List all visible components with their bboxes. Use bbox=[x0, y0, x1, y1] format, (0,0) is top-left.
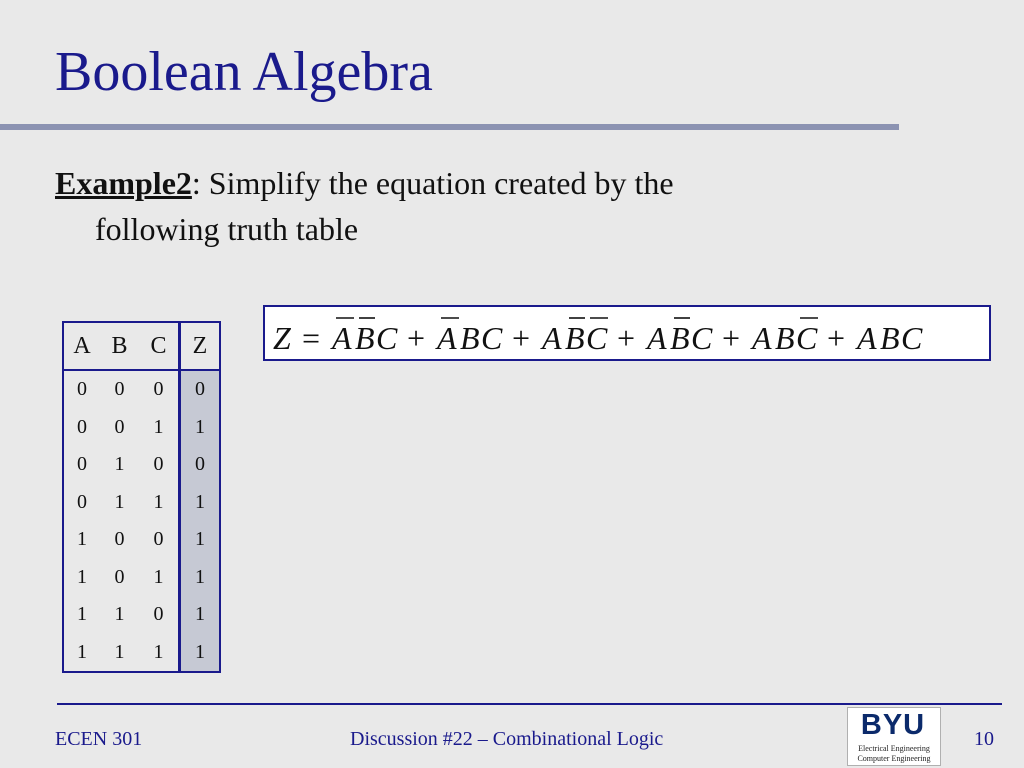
table-cell: 1 bbox=[114, 640, 125, 663]
table-row bbox=[63, 446, 220, 484]
table-cell: 1 bbox=[114, 490, 125, 513]
variable-b: B bbox=[880, 320, 900, 356]
plus-sign: + bbox=[512, 320, 531, 356]
table-cell: 0 bbox=[114, 565, 125, 588]
truth-table-header-row bbox=[63, 322, 220, 370]
title-divider bbox=[0, 124, 899, 130]
variable-b: B bbox=[775, 320, 795, 356]
boolean-equation bbox=[265, 307, 989, 359]
table-cell: 1 bbox=[77, 528, 87, 551]
table-cell: 1 bbox=[153, 640, 164, 663]
variable-c: C bbox=[586, 320, 608, 356]
table-cell-output: 0 bbox=[180, 446, 221, 484]
byu-logo bbox=[847, 707, 941, 766]
column-header-z: Z bbox=[180, 322, 221, 370]
example-text bbox=[55, 160, 875, 252]
table-cell: 1 bbox=[77, 603, 87, 626]
table-cell: 0 bbox=[153, 528, 164, 551]
table-row bbox=[63, 521, 220, 559]
footer-divider bbox=[57, 703, 1002, 705]
variable-b: B bbox=[460, 320, 480, 356]
table-cell: 0 bbox=[77, 378, 87, 401]
variable-a: A bbox=[647, 320, 667, 356]
table-cell: 0 bbox=[77, 490, 87, 513]
table-cell-output: 1 bbox=[180, 521, 221, 559]
plus-sign: + bbox=[722, 320, 741, 356]
table-cell: 1 bbox=[153, 415, 164, 438]
table-row bbox=[63, 409, 220, 447]
table-cell-output: 1 bbox=[180, 559, 221, 597]
table-row bbox=[63, 559, 220, 597]
variable-a: A bbox=[857, 320, 877, 356]
equation-box bbox=[263, 305, 991, 361]
column-header-b: B bbox=[100, 322, 139, 370]
example-text-line2: following truth table bbox=[95, 211, 359, 247]
table-row bbox=[63, 634, 220, 673]
byu-logo-line1: Electrical Engineering bbox=[858, 744, 930, 753]
table-cell: 0 bbox=[114, 378, 125, 401]
truth-table bbox=[62, 321, 221, 673]
plus-sign: + bbox=[827, 320, 846, 356]
table-cell-output: 0 bbox=[180, 370, 221, 409]
variable-c: C bbox=[481, 320, 503, 356]
equation-lhs: Z bbox=[273, 320, 291, 356]
table-cell-output: 1 bbox=[180, 484, 221, 522]
variable-c: C bbox=[376, 320, 398, 356]
table-row bbox=[63, 484, 220, 522]
column-header-c: C bbox=[139, 322, 180, 370]
plus-sign: + bbox=[407, 320, 426, 356]
table-cell: 1 bbox=[77, 565, 87, 588]
column-header-a: A bbox=[63, 322, 100, 370]
plus-sign: + bbox=[617, 320, 636, 356]
table-row bbox=[63, 370, 220, 409]
table-cell-output: 1 bbox=[180, 634, 221, 673]
table-cell: 0 bbox=[114, 528, 125, 551]
footer-discussion-title: Discussion #22 – Combinational Logic bbox=[350, 728, 664, 750]
table-cell-output: 1 bbox=[180, 409, 221, 447]
table-cell: 1 bbox=[114, 603, 125, 626]
variable-a: A bbox=[332, 320, 352, 356]
table-row bbox=[63, 596, 220, 634]
table-cell: 0 bbox=[77, 453, 87, 476]
example-text-line1: : Simplify the equation created by the bbox=[191, 165, 674, 201]
slide-title: Boolean Algebra bbox=[55, 41, 433, 103]
variable-c: C bbox=[691, 320, 713, 356]
table-cell: 0 bbox=[114, 415, 125, 438]
table-cell: 1 bbox=[153, 490, 164, 513]
byu-logo-word: BYU bbox=[860, 709, 926, 741]
equals-sign: = bbox=[302, 320, 321, 356]
footer-course: ECEN 301 bbox=[55, 728, 143, 750]
variable-b: B bbox=[565, 320, 585, 356]
variable-b: B bbox=[355, 320, 375, 356]
variable-a: A bbox=[752, 320, 772, 356]
variable-a: A bbox=[542, 320, 562, 356]
table-cell: 0 bbox=[77, 415, 87, 438]
table-cell: 0 bbox=[153, 453, 164, 476]
byu-logo-line2: Computer Engineering bbox=[857, 754, 931, 763]
table-cell: 0 bbox=[153, 378, 164, 401]
table-cell: 0 bbox=[153, 603, 164, 626]
table-cell: 1 bbox=[77, 640, 87, 663]
variable-c: C bbox=[901, 320, 923, 356]
example-label: Example2 bbox=[55, 165, 192, 201]
footer-page-number: 10 bbox=[974, 728, 994, 750]
variable-c: C bbox=[796, 320, 818, 356]
variable-b: B bbox=[670, 320, 690, 356]
variable-a: A bbox=[437, 320, 457, 356]
table-cell-output: 1 bbox=[180, 596, 221, 634]
table-cell: 1 bbox=[114, 453, 125, 476]
table-cell: 1 bbox=[153, 565, 164, 588]
